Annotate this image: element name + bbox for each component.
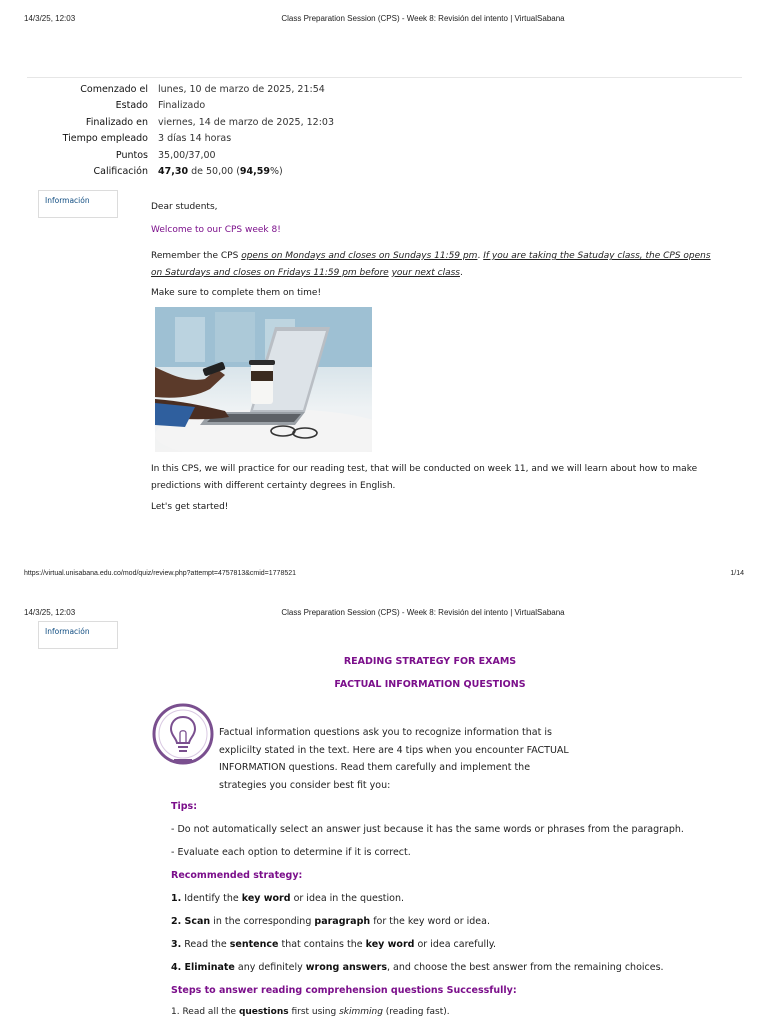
points-label: Puntos bbox=[115, 149, 148, 161]
reading-step-1: 1. Read all the questions first using skimming (reading fast). bbox=[171, 1007, 450, 1017]
strategy-heading: READING STRATEGY FOR EXAMS bbox=[343, 656, 517, 667]
strategy-step-3: 3. Read the sentence that contains the key word or idea carefully. bbox=[171, 939, 497, 950]
print-title: Class Preparation Session (CPS) - Week 8: Revisión del intento | VirtualSabana bbox=[281, 14, 565, 23]
time-label: Tiempo empleado bbox=[62, 133, 148, 145]
next-class-link[interactable]: your next class bbox=[391, 267, 460, 278]
attempt-summary bbox=[30, 81, 334, 180]
started-label: Comenzado el bbox=[80, 83, 148, 95]
finished-label: Finalizado en bbox=[85, 116, 148, 128]
print-timestamp: 14/3/25, 12:03 bbox=[24, 608, 76, 617]
print-title: Class Preparation Session (CPS) - Week 8: Revisión del intento | VirtualSabana bbox=[281, 608, 565, 617]
state-label: Estado bbox=[115, 100, 148, 112]
grade-value: 47,30 de 50,00 (94,59%) bbox=[158, 166, 283, 178]
laptop-photo bbox=[155, 307, 372, 452]
started-value: lunes, 10 de marzo de 2025, 21:54 bbox=[158, 83, 325, 95]
time-value: 3 días 14 horas bbox=[158, 133, 232, 145]
tips-heading: Tips: bbox=[171, 801, 197, 812]
recommended-heading: Recommended strategy: bbox=[171, 870, 303, 881]
schedule-link[interactable]: opens on Mondays and closes on Sundays 11:59 pm bbox=[241, 251, 478, 261]
welcome-text: Welcome to our CPS week 8! bbox=[151, 225, 281, 235]
practice-text: In this CPS, we will practice for our reading test, that will be conducted on week 11, and we will learn about how to make predictions with different certainty degrees in English. bbox=[151, 464, 698, 491]
state-value: Finalizado bbox=[158, 100, 206, 112]
strategy-step-1: 1. Identify the key word or idea in the question. bbox=[171, 893, 405, 904]
info-box bbox=[38, 190, 118, 218]
info-box bbox=[38, 621, 118, 649]
saturday-schedule-link[interactable]: If you are taking the Satuday class, the CPS opens on Saturdays and closes on Fridays 11:59 pm before bbox=[151, 251, 711, 278]
greeting: Dear students, bbox=[151, 202, 218, 212]
print-timestamp: 14/3/25, 12:03 bbox=[24, 14, 76, 23]
grade-label: Calificación bbox=[93, 166, 148, 178]
page-number: 1/14 bbox=[730, 570, 744, 577]
factual-intro-paragraph: Factual information questions ask you to recognize information that is explicilty stated in the text. Here are 4 tips when you encounter FACTUAL INFORMATION questions. Read them carefully and implement the strategies you consider best fit you: bbox=[219, 727, 569, 791]
laptop-image bbox=[155, 307, 372, 452]
lightbulb-icon bbox=[152, 703, 214, 765]
strategy-subheading: FACTUAL INFORMATION QUESTIONS bbox=[334, 679, 526, 690]
strategy-step-4: 4. Eliminate any definitely wrong answers, and choose the best answer from the remaining choices. bbox=[171, 962, 664, 973]
info-label: Información bbox=[45, 627, 90, 636]
tip-2: - Evaluate each option to determine if it is correct. bbox=[171, 847, 411, 858]
finished-value: viernes, 14 de marzo de 2025, 12:03 bbox=[158, 116, 334, 128]
make-sure-text: Make sure to complete them on time! bbox=[151, 288, 322, 298]
info-label: Información bbox=[45, 196, 90, 205]
points-value: 35,00/37,00 bbox=[158, 149, 216, 161]
lets-start-text: Let's get started! bbox=[151, 502, 229, 512]
tip-1: - Do not automatically select an answer just because it has the same words or phrases from the paragraph. bbox=[171, 824, 684, 835]
steps-heading: Steps to answer reading comprehension questions Successfully: bbox=[171, 985, 517, 996]
strategy-step-2: 2. Scan in the corresponding paragraph for the key word or idea. bbox=[171, 916, 490, 927]
intro-content bbox=[151, 202, 711, 212]
print-url: https://virtual.unisabana.edu.co/mod/quiz/review.php?attempt=4757813&cmid=1778521 bbox=[24, 570, 297, 577]
divider bbox=[27, 77, 742, 78]
remember-text: Remember the CPS opens on Mondays and closes on Sundays 11:59 pm. If you are taking the Satuday class, the CPS opens on Saturdays and closes on Fridays 11:59 pm before your next class. bbox=[151, 251, 711, 278]
